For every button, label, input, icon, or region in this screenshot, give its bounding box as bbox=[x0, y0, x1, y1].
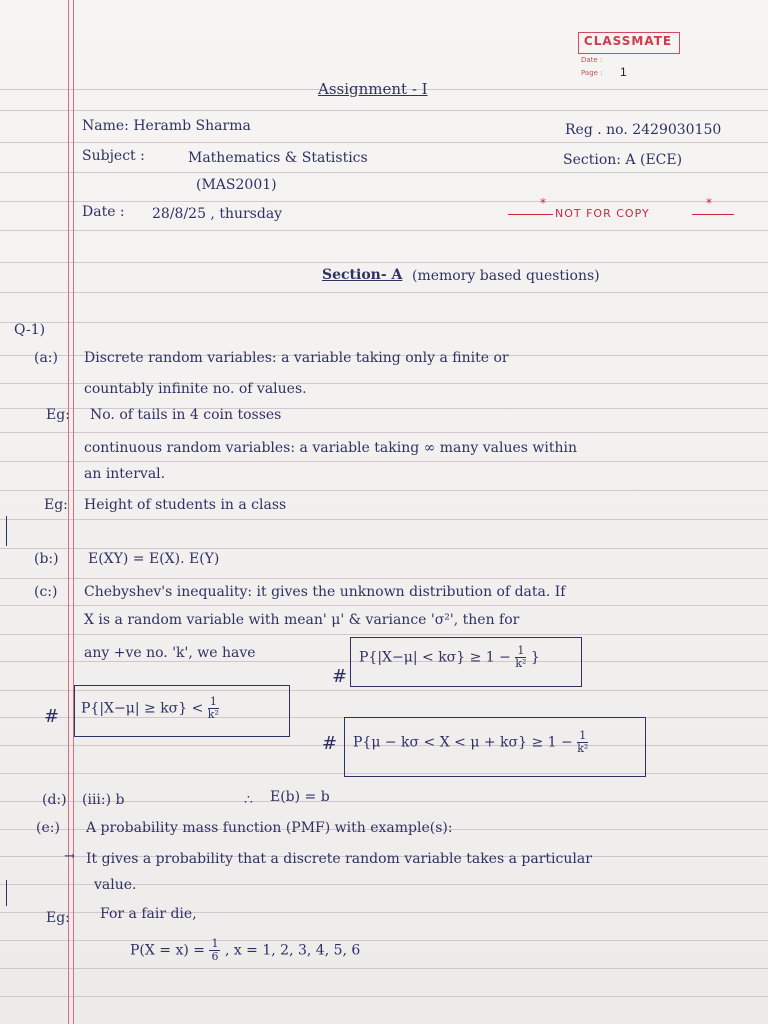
therefore-symbol: ∴ bbox=[244, 792, 253, 808]
fraction-numerator: 1 bbox=[211, 937, 219, 950]
pmf-formula bbox=[130, 938, 360, 963]
subject-value: Mathematics & Statistics bbox=[188, 150, 368, 166]
part-c-line1: Chebyshev's inequality: it gives the unknown distribution of data. If bbox=[84, 584, 566, 600]
inequality-box-3 bbox=[344, 717, 646, 777]
part-a-line2: countably infinite no. of values. bbox=[84, 381, 307, 397]
fraction bbox=[515, 645, 526, 670]
ruled-line bbox=[0, 940, 768, 941]
part-c-line3: any +ve no. 'k', we have bbox=[84, 645, 256, 661]
brace-close: } bbox=[530, 649, 540, 666]
ruled-line bbox=[0, 172, 768, 173]
ruled-line bbox=[0, 201, 768, 202]
asterisk-icon: * bbox=[540, 196, 547, 210]
pmf-left: P(X = x) = bbox=[130, 942, 206, 959]
example-label: Eg: bbox=[44, 497, 68, 513]
ruled-line bbox=[0, 230, 768, 231]
course-code: (MAS2001) bbox=[196, 177, 277, 193]
fraction-denominator: k² bbox=[207, 708, 219, 721]
ruled-line bbox=[0, 634, 768, 635]
question-label: Q-1) bbox=[14, 322, 46, 338]
part-a-label: (a:) bbox=[34, 350, 58, 366]
part-b-text: E(XY) = E(X). E(Y) bbox=[88, 551, 220, 567]
hash-mark: # bbox=[332, 666, 348, 687]
inequality-1-text: P{|X−μ| < kσ} ≥ 1 − bbox=[359, 649, 511, 666]
ruled-line bbox=[0, 968, 768, 969]
fraction-denominator: k² bbox=[577, 742, 589, 755]
assignment-title: Assignment - I bbox=[318, 80, 428, 98]
pmf-range: , x = 1, 2, 3, 4, 5, 6 bbox=[224, 942, 361, 959]
part-a-line1: Discrete random variables: a variable taking only a finite or bbox=[84, 350, 509, 366]
ruled-line bbox=[0, 578, 768, 579]
ruled-line bbox=[0, 461, 768, 462]
inequality-2 bbox=[81, 696, 219, 721]
fraction bbox=[209, 938, 220, 963]
part-d-result: E(b) = b bbox=[270, 789, 330, 805]
inequality-3-text: P{μ − kσ < X < μ + kσ} ≥ 1 − bbox=[353, 734, 573, 751]
ruled-line bbox=[0, 605, 768, 606]
arrow-icon: → bbox=[64, 849, 75, 864]
part-e-line2: It gives a probability that a discrete random variable takes a particular bbox=[86, 851, 592, 867]
inequality-3 bbox=[353, 730, 588, 755]
notice-underline bbox=[692, 214, 734, 215]
date-label: Date : bbox=[581, 56, 603, 64]
page-label: Page : bbox=[581, 69, 603, 77]
margin-line bbox=[68, 0, 69, 1024]
fraction bbox=[208, 696, 219, 721]
asterisk-icon: * bbox=[706, 196, 713, 210]
fraction-denominator: 6 bbox=[211, 950, 219, 963]
part-c-line2: X is a random variable with mean' μ' & variance 'σ²', then for bbox=[84, 612, 520, 628]
part-e-label: (e:) bbox=[36, 820, 60, 836]
part-b-label: (b:) bbox=[34, 551, 59, 567]
continuous-line1: continuous random variables: a variable taking ∞ many values within bbox=[84, 440, 578, 456]
example-label: Eg: bbox=[46, 407, 70, 423]
student-name: Name: Heramb Sharma bbox=[82, 118, 251, 134]
example-continuous: Height of students in a class bbox=[84, 497, 287, 513]
part-e-line1: A probability mass function (PMF) with example(s): bbox=[86, 820, 453, 836]
subject-label: Subject : bbox=[82, 148, 145, 164]
ruled-line bbox=[0, 548, 768, 549]
part-e-line3: value. bbox=[94, 877, 137, 893]
inequality-2-text: P{|X−μ| ≥ kσ} < bbox=[81, 700, 204, 717]
ruled-line bbox=[0, 322, 768, 323]
date-value: 28/8/25 , thursday bbox=[152, 206, 283, 222]
fraction-numerator: 1 bbox=[515, 645, 526, 658]
example-discrete: No. of tails in 4 coin tosses bbox=[90, 407, 282, 423]
registration-number: Reg . no. 2429030150 bbox=[565, 122, 722, 138]
ruled-line bbox=[0, 432, 768, 433]
ruled-line bbox=[0, 262, 768, 263]
section-note: (memory based questions) bbox=[412, 268, 600, 284]
part-c-label: (c:) bbox=[34, 584, 58, 600]
fraction-numerator: 1 bbox=[208, 696, 219, 709]
ruled-line bbox=[0, 490, 768, 491]
hash-mark: # bbox=[322, 733, 338, 754]
section-title: Section- A bbox=[322, 267, 403, 283]
continuous-line2: an interval. bbox=[84, 466, 166, 482]
part-e-example: For a fair die, bbox=[100, 906, 197, 922]
ruled-line bbox=[0, 292, 768, 293]
inequality-1 bbox=[359, 645, 540, 670]
section-info: Section: A (ECE) bbox=[563, 152, 683, 168]
ruled-line bbox=[0, 519, 768, 520]
notebook-brand bbox=[578, 32, 678, 80]
example-label: Eg: bbox=[46, 910, 70, 926]
margin-mark bbox=[6, 880, 7, 906]
fraction-numerator: 1 bbox=[577, 730, 588, 743]
brand-name: CLASSMATE bbox=[583, 34, 673, 48]
ruled-line bbox=[0, 142, 768, 143]
date-label-text: Date : bbox=[82, 204, 125, 220]
fraction-denominator: k² bbox=[515, 657, 527, 670]
fraction bbox=[577, 730, 588, 755]
ruled-line bbox=[0, 110, 768, 111]
page-number: 1 bbox=[620, 65, 627, 79]
not-for-copy-notice: NOT FOR COPY bbox=[555, 207, 650, 220]
ruled-line bbox=[0, 996, 768, 997]
inequality-box-1 bbox=[350, 637, 582, 687]
part-d-text: (iii:) b bbox=[82, 792, 125, 808]
hash-mark: # bbox=[44, 706, 60, 727]
margin-line bbox=[73, 0, 74, 1024]
margin-mark bbox=[6, 516, 7, 546]
inequality-box-2 bbox=[74, 685, 290, 737]
notice-underline bbox=[508, 214, 553, 215]
part-d-label: (d:) bbox=[42, 792, 67, 808]
